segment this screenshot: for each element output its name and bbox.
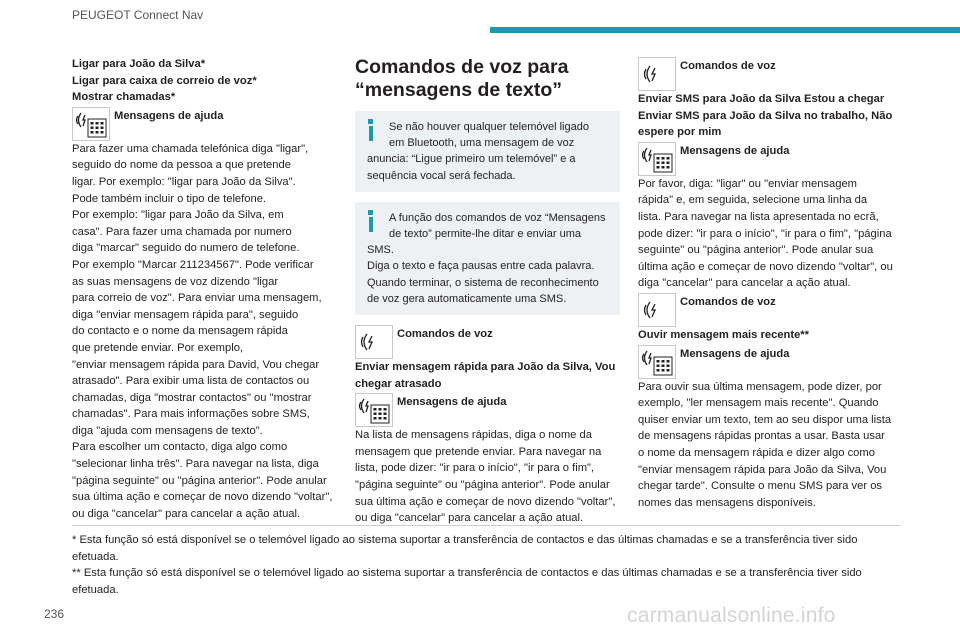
info-icon (367, 210, 374, 232)
text-line: mensagem que pretende enviar. Para navegar na (355, 445, 602, 458)
help-text (638, 176, 900, 292)
footnote-line: efetuada. (72, 550, 119, 563)
info-icon (367, 119, 374, 141)
column-1 (72, 56, 340, 522)
info-box-no-phone (355, 111, 620, 192)
text-line: atrasado". Para exibir uma lista de contactos ou (72, 375, 310, 388)
help-text (355, 427, 620, 527)
voice-commands-label: Comandos de voz (680, 295, 776, 308)
voice-keypad-icon (638, 345, 676, 379)
voice-keypad-icon (72, 107, 110, 141)
text-line: de mensagens rápidas prontas a usar. Basta usar (638, 430, 885, 443)
info-line: em Bluetooth, uma mensagem de voz (389, 137, 575, 150)
text-line: chamadas, diga "mostrar contactos" ou "mostrar (72, 391, 312, 404)
info-line: SMS. (367, 244, 394, 257)
text-line: casa". Para fazer uma chamada por numero (72, 225, 292, 238)
voice-command: Mostrar chamadas* (72, 91, 176, 104)
text-line: Para fazer uma chamada telefónica diga "ligar", (72, 142, 309, 155)
page-number: 236 (44, 607, 65, 621)
text-line: as suas mensagens de voz dizendo "ligar (72, 275, 279, 288)
voice-commands-label: Comandos de voz (397, 328, 493, 341)
help-messages-row (355, 393, 620, 427)
text-line: seguinte" ou "página anterior". Pode anular sua (638, 244, 874, 257)
text-line: Pode também incluir o tipo de telefone. (72, 192, 267, 205)
column-2 (355, 56, 620, 527)
voice-commands-label: Comandos de voz (680, 60, 776, 72)
text-line: rápida" e, em seguida, selecione uma linha da (638, 194, 868, 207)
help-text (638, 379, 900, 512)
text-line: "página seguinte" ou "página anterior". Pode anular (72, 474, 327, 487)
info-line: sequência vocal será fechada. (367, 169, 516, 182)
text-line: diga "enviar mensagem rápida para", seguido (72, 308, 299, 321)
text-line: chamadas". Para mais informações sobre SMS, (72, 408, 310, 421)
text-line: Na lista de mensagens rápidas, diga o nome da (355, 429, 592, 442)
help-messages-label: Mensagens de ajuda (114, 109, 224, 122)
voice-command: Ligar para caixa de correio de voz* (72, 74, 257, 87)
text-line: exemplo, "ler mensagem mais recente". Quando (638, 397, 879, 410)
voice-command: Ligar para João da Silva* (72, 58, 206, 70)
info-line: Diga o texto e faça pausas entre cada palavra. (367, 260, 595, 273)
footnote-line: ** Esta função só está disponível se o telemóvel ligado ao sistema suportar a transferência de contactos e das últimas chamadas e se a transferência tiver sido (72, 567, 862, 580)
text-line: diga "ajuda com mensagens de texto". (72, 424, 263, 437)
voice-command: Enviar SMS para João da Silva Estou a chegar (638, 93, 885, 105)
text-line: nomes das mensagens disponíveis. (638, 496, 816, 509)
help-messages-label: Mensagens de ajuda (397, 396, 507, 409)
voice-commands-row (638, 293, 900, 327)
footnotes (72, 532, 902, 598)
help-messages-row (72, 107, 340, 141)
help-messages-row (638, 142, 900, 176)
info-box-sms-dictation (355, 202, 620, 315)
info-line: Se não houver qualquer telemóvel ligado (389, 121, 589, 133)
text-line: ligar. Por exemplo: "ligar para João da Silva". (72, 175, 296, 188)
voice-keypad-icon (355, 393, 393, 427)
text-line: lista. Para navegar na lista apresentada no ecrã, (638, 210, 879, 223)
text-line: para correio de voz". Para enviar uma mensagem, (72, 292, 322, 305)
running-header: PEUGEOT Connect Nav (72, 8, 204, 22)
text-line: que pretende enviar. Por exemplo, (72, 341, 244, 354)
text-line: "enviar mensagem rápida para David, Vou chegar (72, 358, 320, 371)
text-line: Por exemplo "Marcar 211234567". Pode verificar (72, 258, 314, 271)
help-messages-label: Mensagens de ajuda (680, 347, 790, 360)
text-line: sua última ação e começar de novo dizendo "voltar", (355, 495, 616, 508)
text-line: seguido do nome da pessoa a que pretende (72, 159, 291, 172)
text-line: "selecionar linha três". Para navegar na lista, diga (72, 458, 319, 471)
voice-commands-row (638, 57, 900, 91)
text-line: ou diga "cancelar" para cancelar a ação atual. (72, 507, 301, 520)
voice-keypad-icon (638, 142, 676, 176)
header-accent-bar (490, 27, 960, 33)
text-line: do contacto e o nome da mensagem rápida (72, 325, 288, 338)
help-messages-label: Mensagens de ajuda (680, 144, 790, 157)
voice-command: chegar atrasado (355, 377, 442, 390)
info-line: Quando terminar, o sistema de reconhecimento (367, 276, 599, 289)
text-line: chegar tarde". Consulte o menu SMS para ver os (638, 480, 883, 493)
text-line: quiser enviar um texto, tem ao seu dispor uma lista (638, 413, 892, 426)
text-line: lista, pode dizer: "ir para o início", "ir para o fim", (355, 462, 595, 475)
heading-line: “mensagens de texto” (355, 79, 562, 101)
heading-line: Comandos de voz para (355, 56, 569, 78)
voice-command-icon (638, 293, 676, 327)
text-line: Para escolher um contacto, diga algo como (72, 441, 288, 454)
help-text (72, 141, 340, 523)
info-line: de voz gera automaticamente uma SMS. (367, 292, 567, 305)
watermark: carmanualsonline.info (627, 604, 836, 627)
voice-command-icon (638, 57, 676, 91)
info-line: anuncia: “Ligue primeiro um telemóvel” e a (367, 153, 576, 166)
text-line: Para ouvir sua última mensagem, pode dizer, por (638, 380, 882, 393)
text-line: última ação e começar de novo dizendo "voltar", ou (638, 260, 893, 273)
info-line: A função dos comandos de voz “Mensagens (389, 211, 606, 224)
footnote-divider (72, 525, 900, 526)
voice-command: Enviar SMS para João da Silva no trabalho, Não (638, 109, 893, 122)
column-3 (638, 56, 900, 511)
voice-commands-row (355, 325, 620, 359)
voice-command: Ouvir mensagem mais recente** (638, 328, 810, 341)
text-line: "enviar mensagem rápida para João da Silva, Vou (638, 463, 887, 476)
text-line: o nome da mensagem rápida e dizer algo como (638, 446, 875, 459)
voice-command-icon (355, 325, 393, 359)
voice-command: Enviar mensagem rápida para João da Silva, Vou (355, 361, 616, 374)
help-messages-row (638, 345, 900, 379)
text-line: "página seguinte" ou "página anterior". Pode anular (355, 479, 610, 491)
footnote-line: * Esta função só está disponível se o telemóvel ligado ao sistema suportar a transferência de contactos e das últimas chamadas e se a transferência tiver sido (72, 534, 858, 546)
text-line: diga "cancelar" para cancelar a ação atual. (638, 277, 851, 290)
text-line: Por favor, diga: "ligar" ou "enviar mensagem (638, 177, 857, 190)
text-line: ou diga "cancelar" para cancelar a ação atual. (355, 512, 584, 525)
info-line: de texto” permite-lhe ditar e enviar uma (389, 228, 581, 241)
text-line: Por exemplo: "ligar para João da Silva, em (72, 209, 284, 222)
voice-command: espere por mim (638, 126, 722, 139)
text-line: pode dizer: "ir para o início", "ir para o fim", "página (638, 227, 892, 240)
section-heading (355, 56, 620, 102)
text-line: sua última ação e começar de novo dizendo "voltar", (72, 491, 333, 504)
footnote-line: efetuada. (72, 583, 119, 596)
text-line: diga "marcar" seguido do numero de telefone. (72, 242, 300, 255)
